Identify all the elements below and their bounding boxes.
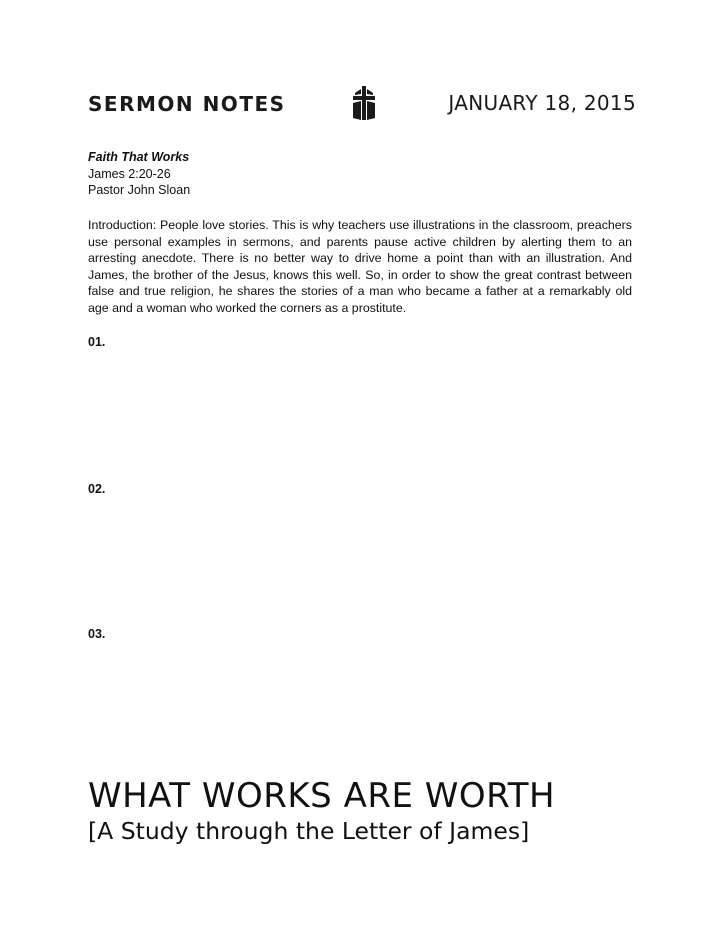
pastor-name: Pastor John Sloan (88, 183, 191, 197)
sermon-title: Faith That Works (88, 150, 190, 164)
introduction-paragraph: Introduction: People love stories. This is why teachers use illustrations in the classroom, preachers use personal examples in sermons, and parents pause active children by alerting them to an arresting anecdote. There is no better way to drive home a point than with an illustration. And James, the brother of the Jesus, knows this well. So, in order to show the great contrast between false and true religion, he shares the stories of a man who became a father at a remarkably old age and a woman who worked the corners as a prostitute. (88, 218, 632, 315)
header-date: JANUARY 18, 2015 (448, 91, 636, 115)
point-label-2: 02. (88, 482, 106, 496)
series-subtitle: [A Study through the Letter of James] (88, 817, 530, 845)
header-title: SERMON NOTES (88, 92, 286, 116)
sermon-meta (88, 149, 190, 199)
point-label-3: 03. (88, 627, 106, 641)
header (88, 86, 636, 122)
scripture-reference: James 2:20-26 (88, 166, 171, 181)
church-logo-icon (353, 86, 375, 120)
series-title: WHAT WORKS ARE WORTH (88, 776, 556, 816)
point-label-1: 01. (88, 335, 106, 349)
